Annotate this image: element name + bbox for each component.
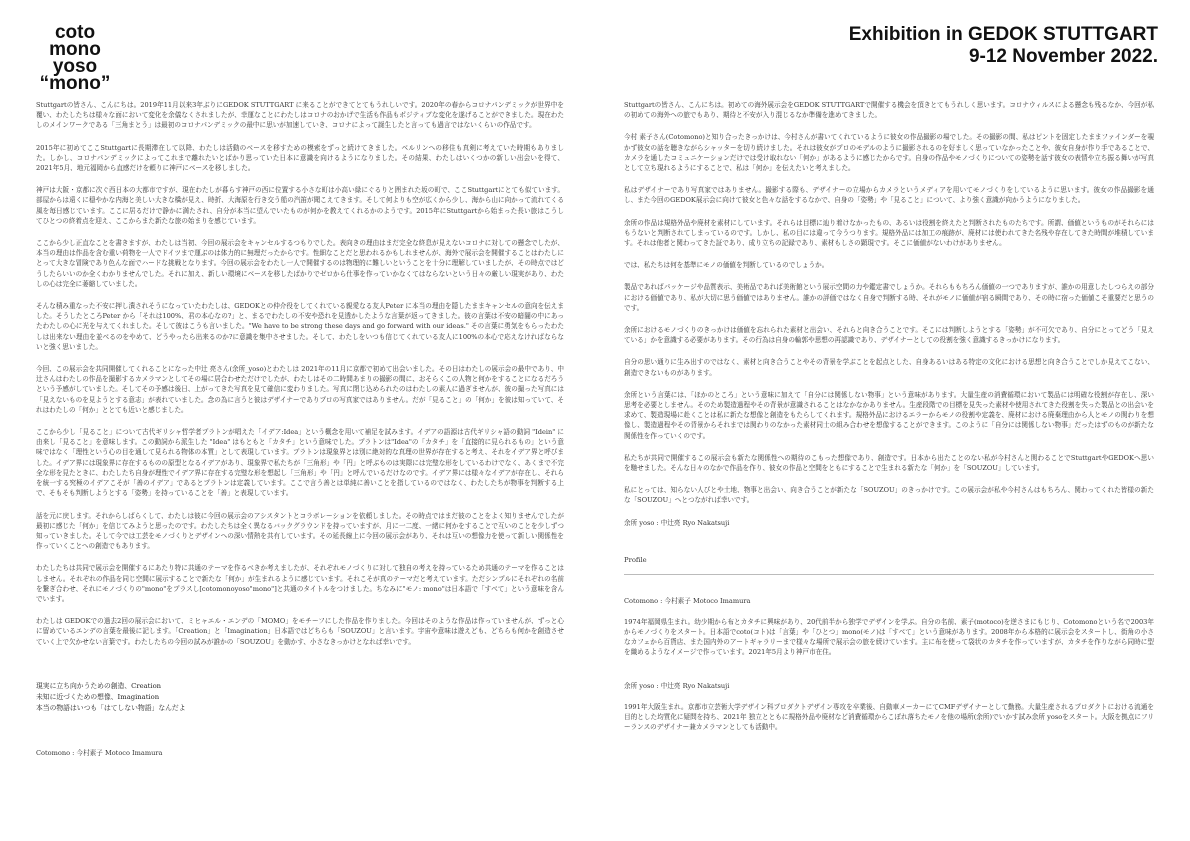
left-column [36, 100, 564, 758]
paragraph: 神戸は大阪・京都に次ぐ西日本の大都市ですが、現在わたしが暮らす神戸の西に位置する小さな町は小高い緑にぐるりと囲まれた坂の町で、ここStuttgartにとても似ています。部屋からは遠くに穏やかな内海と美しい大きな橋が見え、時折、大海原を行き交う船の汽笛が聞こえてきます。そして何よりも空が広くから少し、海から山に向かって流れてくる風を毎日感じています。ここに居るだけで静かに満たされ、自分が本当に望んでいたものが何かを教えてくれるかのようです。2015年にStuttgartから始まった長い旅はこうしてひとつの終着点を迎え、ここからまた新たな旅の始まりを感じています。 [36, 186, 564, 225]
divider [624, 574, 1154, 575]
logo-line: coto [54, 22, 96, 43]
signature: Cotomono : 今村素子 Motoco Imamura [36, 748, 163, 757]
paragraph: 自分の思い通りに生み出すのではなく、素材と向き合うことやその背景を学ぶことを起点とした、自身あるいはある特定の文化における思想と向き合うことでしか見えてこない、創造できないものがあります。 [624, 358, 1154, 377]
paragraph: 今回、この展示会を共同開催してくれることになった中辻 亮さん(余所_yoso)とわたしは 2021年の11月に京都で初めて出会いました。その日はわたしの展示会の最中であり、中辻さんはわたしの作品を撮影するカメラマンとしてその場に居合わせただけでしたが、わたしはその二時間あまりの撮影の間に、おそらくこの人物と何かをすることになるだろうという予感がしていました。そしてその予感は後日、上がってきた写真を見て確信に変わりました。写真に閉じ込められたのはわたしの素人に過ぎませんが、彼の撮った写真には「見えないものを見ようとする意志」が表れていました。念の為に言うと彼はデザイナーでありプロの写真家ではありません。だが「見ること」の「何か」を彼は知っていて、それはわたしの「何か」ととても近いと感じました。 [36, 365, 564, 414]
logo [36, 24, 114, 92]
profile-text: 1974年福岡県生まれ。幼少期から布とカタチに興味があり、20代前半から独学でデザインを学ぶ。自分の名前、素子(motoco)を逆さまにもじり、Cotomonoという名で2003年からモノづくりをスタート。日本語でcoto(コト)は「言葉」や「ひとつ」mono(モノ)は「すべて」という意味があります。2008年から本格的に展示会をスタートし、街角の小さなカフェから百貨店、また国内外のアートギャラリーまで様々な場所で展示会の旅を続けています。主に布を使って袋状のカタチを作っていますが、カタチを作りながら同時に型を織めるようなイメージで作っています。2021年5月より神戸市在住。 [624, 617, 1154, 657]
paragraph: 製品であればパッケージや品質表示、美術品であれば美術館という展示空間の力や鑑定書でしょうか。それらももちろん価値の一つでありますが、誰かの用意したしつらえの部分における価値であり、私が大切に思う価値ではありません。誰かの評価ではなく自身で判断する時、それがモノに価値が宿る瞬間であり、その時に宿った価値こそ重要だと思うのです。 [624, 283, 1154, 312]
poem-line: 現実に立ち向かうための創造、Creation [36, 681, 162, 690]
paragraph: わたしは GEDOKでの過去2回の展示会において、ミヒャエル・エンデの「MOMO」をモチーフにした作品を作りました。今回はそのような作品は作っていませんが、ずっと心に留めているエンデの言葉を最後に記します。「Creation」と「Imagination」日本語ではどちらも「SOUZOU」と言います。宇宙や意味は遊えども、どちらも何かを創造させていく上で欠かせない言葉です。わたしたちの今回の試みが誰かの「SOUZOU」を動かす、小さなきっかけとなれば幸いです。 [36, 617, 564, 646]
paragraph: 余所におけるモノづくりのきっかけは価値を忘れられた素材と出会い、それらと向き合うことです。そこには判断しようとする「姿勢」が不可欠であり、自分にとってどう「見えている」かを意識する必要があります。その行為は自身の輪郭や思想の再認識であり、デザイナーとしての役割を強く意識するきっかけになります。 [624, 326, 1154, 345]
poem-line: 本当の物語はいつも「はてしない物語」なんだよ [36, 703, 186, 712]
profile-text: 1991年大阪生まれ。京都市立芸術大学デザイン科プロダクトデザイン専攻を卒業後、自動車メーカーにてCMFデザイナーとして勤務。大量生産されるプロダクトにおける流通を目的とした均質化に疑問を持ち、2021年 独立とともに規格外品や廃材など消費循環からこぼれ落ちたモノを他の場所(余所)でいかす試み余所 yosoをスタート。大阪を拠点にフリーランスのデザイナー兼カメラマンとしても活動中。 [624, 702, 1154, 731]
paragraph: 話を元に戻します。それからしばらくして、わたしは彼に今回の展示会のアシスタントとコラボレーションを依頼しました。その時点ではまだ彼のことをよく知りませんでしたが最初に感じた「何か」を信じてみようと思ったのです。わたしたちは全く異なるバックグラウンドを持っていますが、月に一二度、一緒に何かをすることで互いのことを少しずつ知っていきました。そして今では工芸をモノづくりとデザインへの深い情熱を共有しています。その延長線上に今回の展示会があり、それは互いの想像力を使って新しい関係性を作っていくことへの創造でもあります。 [36, 511, 564, 551]
logo-line: yoso [52, 56, 98, 77]
paragraph: 余所という言葉には、「ほかのところ」という意味に加えて「自分には関係しない物事」という意味があります。大量生産の消費循環において製品には明確な役割が存在し、深い思考を必要としません。そのため製造過程やその背景が意識されることはなかなかありません。生産段階での目標を見失った素材や使用されてきた役割を失った製品との出会いを求めて、製造現場に赴くことは私に新たな想像と創造をもたらしてくれます。規格外品におけるエラーからモノの役割や定義を、廃材における廃棄理由から人とモノの関わりを想像し、製造過程やその背景からそれまでは関わりのなかった素材同士の組み合わせを想像することができます。このように「自分には関係しない物事」だったはずのものが新たな関係性を作っていくのです。 [624, 390, 1154, 440]
logo-line: “mono” [39, 73, 111, 94]
paragraph: 私はデザイナーであり写真家ではありません。撮影する際も、デザイナーの立場からカメラというメディアを用いてモノづくりをしているように思います。彼女の作品撮影を通し、また今回のGEDOK展示会に向けて彼女と色々な話をするなかで、自身の「姿勢」や「見ること」について、より強く意識が向かうようになりました。 [624, 186, 1154, 205]
profile-name: Cotomono : 今村素子 Motoco Imamura [624, 596, 751, 605]
paragraph: わたしたちは共同で展示会を開催するにあたり特に共通のテーマを作るべきか考えましたが、それぞれモノづくりに対して独自の考えを持っているため共通のテーマを作ることはしません。それぞれの作品を同じ空間に展示することで新たな「何か」が生まれるように感じています。それこそが真のテーマだと考えています。ただシンプルにそれぞれの名前を繋ぎ合わせ、それにモノづくりの"mono"をプラスし[cotomonoyoso"mono"]と共通のタイトルをつけました。ちなみに"モノ: mono"は日本語で「すべて」という意味を含んでいます。 [36, 564, 564, 603]
header [849, 24, 1158, 68]
poem-line: 未知に近づくための想像、Imagination [36, 692, 160, 701]
logo-line: mono [49, 39, 101, 60]
paragraph: Stuttgartの皆さん、こんにちは。初めての海外展示会をGEDOK STUTTGARTで開催する機会を頂きとてもうれしく思います。コロナウィルスによる懸念も残るなか、今回が私の初めての海外への旅でもあり、期待と不安が入り混じるなか準備を進めてきました。 [624, 101, 1154, 120]
poem [36, 681, 564, 714]
exhibition-date: 9-12 November 2022. [968, 46, 1158, 67]
exhibition-title: Exhibition in GEDOK STUTTGART [848, 24, 1158, 45]
profile-heading: Profile [624, 555, 647, 564]
paragraph: Stuttgartの皆さん、こんにちは。2019年11月以来3年ぶりにGEDOK STUTTGART に来ることができてとてもうれしいです。2020年の春からコロナパンデミックが世界中を覆い、わたしたちは様々な面において変化を余儀なくされましたが、幸運なことにわたしはコロナのおかげで生活も作品もポジティブな変化を遂げることができました。現在わたしのメインワークである「三角まとう」は最初のコロナパンデミックの最中に思いが加速していき、コロナによって誕生したと言っても過言ではないくらいの作品です。 [36, 101, 564, 130]
paragraph: 2015年に初めてここStuttgartに長期滞在して以降、わたしは活動のベースを移すための模索をずっと続けてきました。ベルリンへの移住も真剣に考えていた時期もありました。しかし、コロナパンデミックによってこれまで離れたいとばかり思っていた日本に意識を向けるようになりました。その結果、わたしはいくつかの新しい出会いを得て、2021年5月、地元福岡から直感だけを頼りに神戸にベースを移しました。 [36, 143, 564, 173]
profile-name: 余所 yoso : 中辻亮 Ryo Nakatsuji [624, 681, 730, 690]
paragraph: では、私たちは何を基準にモノの価値を判断しているのでしょうか。 [624, 261, 829, 270]
paragraph: ここから少し「見ること」について古代ギリシャ哲学者プラトンが唱えた「イデア:Idea」という概念を用いて補足を試みます。イデアの語源は古代ギリシャ語の動詞 "Idein" に由来し「見ること」を意味します。この動詞から派生した "Idea" はもともと「カタチ」という意味でした。プラトンは"Idea"の「カタチ」を「直接的に見られるもの」という意味ではなく「理性という心の目を通して見られる物体の本質」として表現しています。プラトンは現象界とは別に絶対的な真理の世界が存在すると考え、それをイデア界と呼びました。イデア界には現象界に存在するものの原型となるイデアがあり、現象界で私たちが「三角形」や「円」と呼ぶものは実際には完璧な形をしているわけでなく、あくまで不完全な形を見たときに、わたしたち自身が理性でイデア界に存在する完璧な形を想起し「三角形」や「円」と呼んでいるだけなのです。イデア界には様々なイデアが存在し、それらを統一する究極のイデアこそが「善のイデア」であるとプラトンは定義しています。ここで言う善とは単純に善いことを指しているのではなく、わたしたちが物事を判断する上で、そもそも判断しようとする「姿勢」を持っていることを「善」と表現しています。 [36, 428, 564, 498]
right-column [624, 100, 1154, 744]
paragraph: そんな積み重なった不安に押し潰されそうになっていたわたしは、GEDOKとの仲介役をしてくれている親愛なる友人Peter に本当の理由を隠したままキャンセルの意向を伝えました。そうしたところPeter から「それは100%、君の本心なの?」と、まるでわたしの不安や恐れを見透かしたような言葉が返ってきました。彼の言葉は不安の暗闇の中にあったわたしの心に光を与えてくれました。そして彼はこうも言いました。"We have to be strong these days and go forward with our ideas." その言葉に勇気をもらったわたしは出来ない理由を並べるのをやめて、どうやったら出来るのか?に意識を集中させました。そして、わたしをいつも信じてくれている友人に100%の本心で応えなければならないと強く思いました。 [36, 302, 564, 351]
paragraph: 私にとっては、知らない人びとや土地、物事と出会い、向き合うことが新たな「SOUZOU」のきっかけです。この展示会が私や今村さんはもちろん、関わってくれた皆様の新たな「SOUZOU」へとつながれば幸いです。 [624, 486, 1154, 505]
paragraph: 余所の作品は規格外品や廃材を素材にしています。それらは目標に辿り着けなかったもの、あるいは役割を終えたと判断されたものたちです。所謂、価値というものがそれらにはもうないと判断されてしまっているのです。しかし、私の目には違って今うつります。規格外品には加工の痕跡が、廃材には使われてきた名残や存在してきた時間が堆積しています。それは他者と関わってきた証であり、成り立ちの記録であり、素材もしさの顕現です。そこに価値がないわけがありません。 [624, 218, 1154, 248]
paragraph: 今村 素子さん(Cotomono)と知り合ったきっかけは、今村さんが書いてくれているように彼女の作品撮影の場でした。その撮影の間、私はピントを固定したままファインダーを覗かず彼女の話を聴きながらシャッターを切り続けました。それは彼女がプロのモデルのように撮影されるのを好ましく思っていなかったことや、彼女自身が作り手であることで、カメラを通したコミュニケーションだけでは受け取れない「何か」があるように感じたからです。自身の作品やモノづくりについての姿勢を話す彼女の表情や立ち振る舞いが写真として立ち現れるようにすることで、私は「何か」を伝えたいと考えました。 [624, 133, 1154, 173]
paragraph: ここから少し正直なことを書きますが、わたしは当初、今回の展示会をキャンセルするつもりでした。表向きの理由はまだ完全な終息が見えないコロナに対しての懸念でしたが、本当の理由は作品を含む重い荷物を一人でドイツまで運ぶのは体力的に無理だったからです。性細なことだと思われるかもしれませんが、海外で展示会を開催することはわたしにとって大きな冒険であり色んな面でハードな挑戦となります。今回の展示会をわたし一人で開催するのは物理的に難しいということを十分に理解していましたが、その時点ではどうしたらいいのか全くわかりませんでした。それに加え、新しい環境にベースを移したばかりでゼロから仕事を作っていかなくてはならないという日々の厳しい現実があり、わたしの心は完全に萎縮していました。 [36, 239, 564, 288]
signature: 余所 yoso : 中辻亮 Ryo Nakatsuji [624, 518, 730, 527]
paragraph: 私たちが共同で開催するこの展示会も新たな関係性への期待のこもった想像であり、創造です。日本から出たことのない私が今村さんと関わることでStuttgartやGEDOKへ思いを馳せました。そんな日々のなかで作品を作り、彼女の作品と空間をともにすることで生まれる新たな「何か」を「SOUZOU」しています。 [624, 453, 1154, 473]
